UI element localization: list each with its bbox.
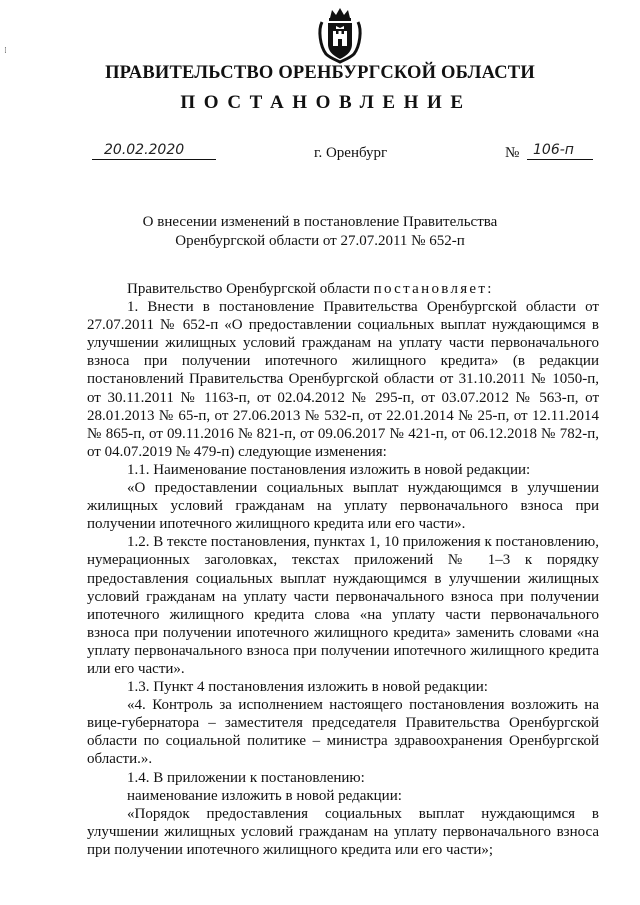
coat-of-arms-icon	[316, 6, 364, 66]
lead-paragraph	[87, 280, 599, 298]
paragraph-1-3: 1.3. Пункт 4 постановления изложить в новой редакции:	[127, 679, 488, 696]
paragraph-1-2: 1.2. В тексте постановления, пунктах 1, 10 приложения к постановлению, нумерационных заголовках, текстах приложений № 1–3 к порядку предоставления социальных выплат нуждающимся в улучшении жилищных условий гражданам на уплату части первоначального взноса при получении ипотечного жилищного кредита слова «на уплату части первоначального взноса при получении ипотечного жилищного кредита» заменить словами «на уплату первоначального взноса при получении ипотечного жилищного кредита или его части».	[87, 534, 600, 677]
document-date: 20.02.2020	[92, 142, 216, 160]
paragraph-1-4: 1.4. В приложении к постановлению:	[127, 769, 365, 786]
paragraph-1-1: 1.1. Наименование постановления изложить в новой редакции:	[127, 461, 531, 478]
paragraph-1-4-text: «Порядок предоставления социальных выплат нуждающимся в улучшении жилищных условий гражданам на уплату первоначального взноса при получении ипотечного жилищного кредита или его части»;	[87, 805, 599, 858]
paragraph-1-1-text: «О предоставлении социальных выплат нуждающимся в улучшении жилищных условий гражданам на уплату первоначального взноса при получении ипотечного жилищного кредита или его части».	[87, 480, 599, 533]
paragraph-1-3-text: «4. Контроль за исполнением настоящего постановления возложить на вице-губернатора – заместителя председателя Правительства Оренбургской области по социальной политике – министра здравоохранения Оренбургской области.».	[87, 697, 599, 768]
document-type-title: ПОСТАНОВЛЕНИЕ	[180, 92, 472, 113]
paragraph-1-4-a: наименование изложить в новой редакции:	[127, 787, 402, 804]
margin-mark: ⁞	[4, 46, 7, 56]
document-number: 106-п	[527, 142, 593, 160]
document-body	[87, 280, 599, 859]
document-title	[0, 213, 640, 251]
lead-decree-word: постановляет:	[373, 281, 494, 297]
title-line-1: О внесении изменений в постановление Правительства	[142, 214, 498, 230]
number-sign: №	[505, 145, 520, 161]
government-title: ПРАВИТЕЛЬСТВО ОРЕНБУРГСКОЙ ОБЛАСТИ	[105, 63, 535, 83]
paragraph-1: 1. Внести в постановление Правительства Оренбургской области от 27.07.2011 № 652-п «О предоставлении социальных выплат нуждающимся в улучшении жилищных условий гражданам на уплату части первоначального взноса при получении ипотечного жилищного кредита» (в редакции постановлений Правительства Оренбургской области от 31.10.2011 № 1050-п, от 30.11.2011 № 1163-п, от 02.04.2012 № 295-п, от 03.07.2012 № 563-п, от 28.01.2013 № 65-п, от 27.06.2013 № 532-п, от 22.01.2014 № 25-п, от 12.11.2014 № 865-п, от 09.11.2016 № 821-п, от 09.06.2017 № 421-п, от 06.12.2018 № 782-п, от 04.07.2019 № 479-п) следующие изменения:	[87, 299, 599, 460]
document-city: г. Оренбург	[314, 145, 388, 161]
title-line-2: Оренбургской области от 27.07.2011 № 652-п	[175, 233, 465, 249]
lead-prefix: Правительство Оренбургской области	[127, 281, 374, 297]
